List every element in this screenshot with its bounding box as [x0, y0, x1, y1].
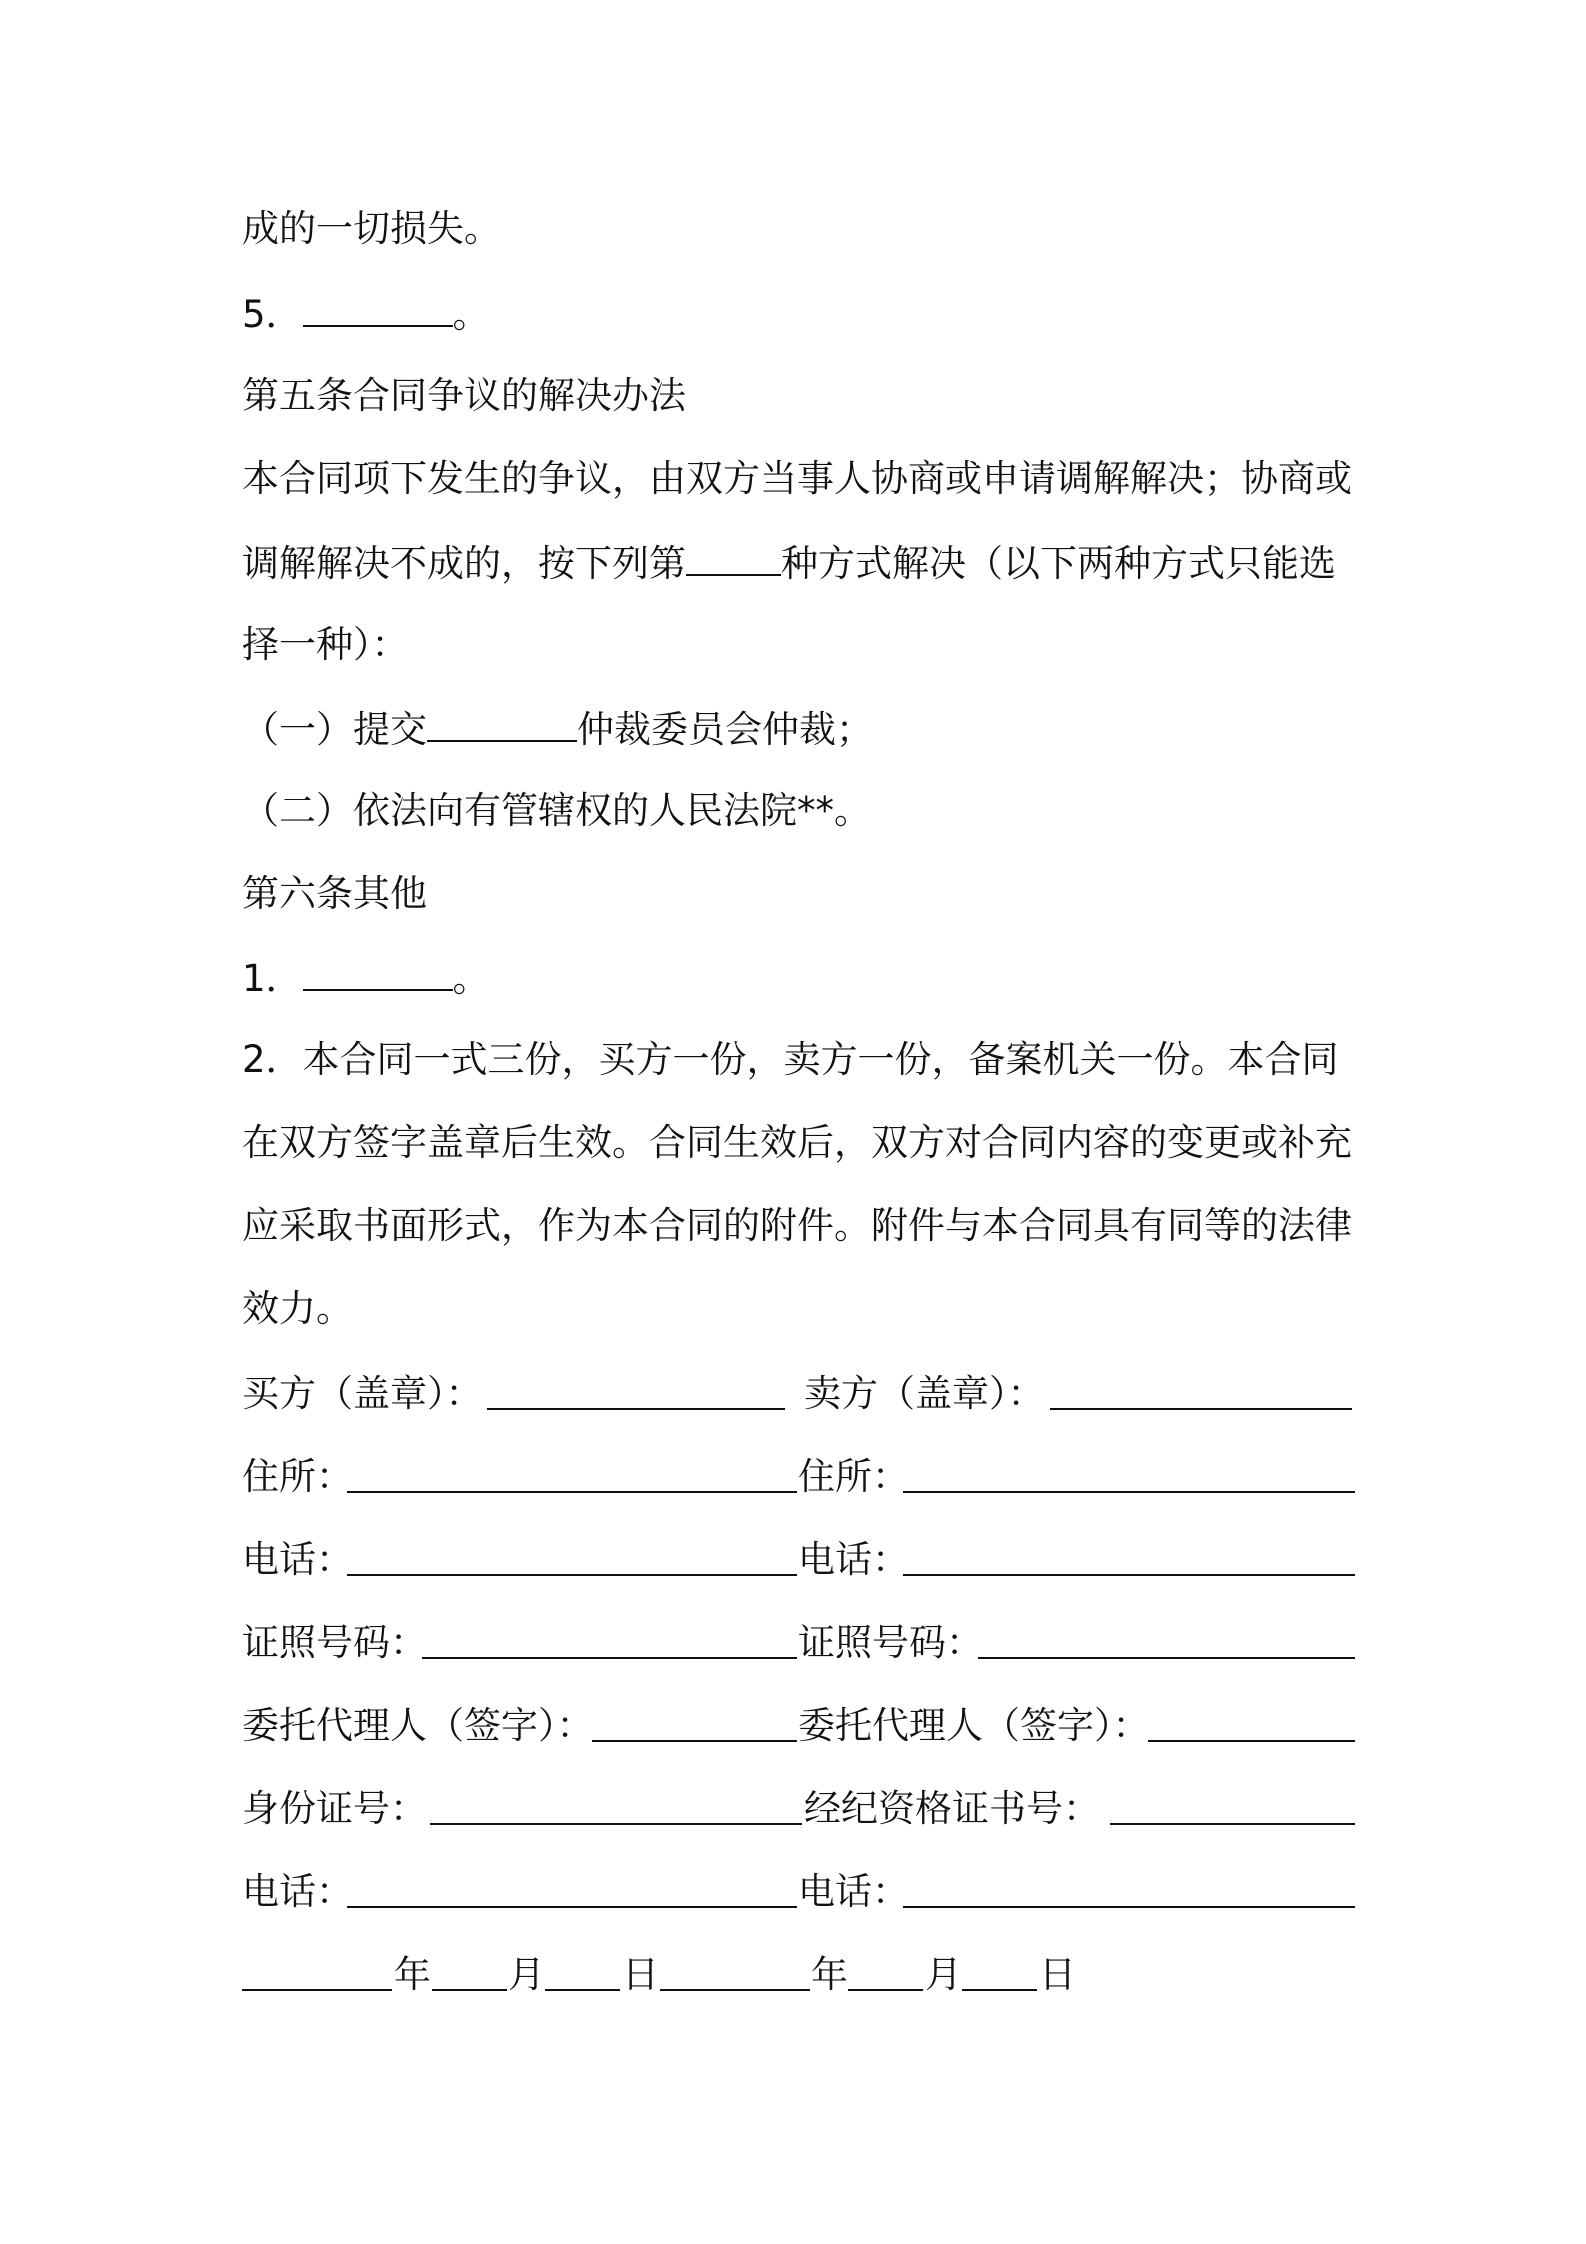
article-5-line-2-b: 种方式解决（以下两种方式只能选	[781, 542, 1336, 585]
signature-row-date	[242, 1953, 1357, 1997]
seller-day-blank[interactable]	[962, 1989, 1037, 1991]
item-5-end: 。	[452, 293, 490, 336]
article-6-title: 第六条其他	[242, 872, 427, 915]
seller-phone-blank[interactable]	[903, 1574, 1355, 1576]
signature-row-phone	[242, 1538, 1357, 1582]
signature-row-agent	[242, 1704, 1357, 1748]
seller-phone-2-label: 电话：	[798, 1870, 909, 1913]
buyer-agent-label: 委托代理人（签字）：	[242, 1704, 594, 1747]
buyer-id-label: 身份证号：	[242, 1787, 427, 1830]
signature-row-id	[242, 1787, 1357, 1831]
seller-cert-label: 经纪资格证书号：	[804, 1787, 1100, 1830]
buyer-phone-2-blank[interactable]	[347, 1906, 797, 1908]
signature-row-address	[242, 1455, 1357, 1499]
signature-row-seal	[242, 1372, 1357, 1416]
buyer-address-blank[interactable]	[347, 1491, 797, 1493]
seller-agent-label: 委托代理人（签字）：	[798, 1704, 1150, 1747]
option-1-b: 仲裁委员会仲裁；	[577, 708, 873, 751]
buyer-license-blank[interactable]	[422, 1657, 797, 1659]
seller-day-label: 日	[1039, 1953, 1076, 1996]
article-5-line-3: 择一种）：	[242, 623, 409, 666]
option-1-a: （一）提交	[242, 708, 427, 751]
item-2-line-4: 效力。	[242, 1287, 353, 1330]
seller-cert-blank[interactable]	[1110, 1823, 1355, 1825]
seller-agent-blank[interactable]	[1148, 1740, 1355, 1742]
seller-license-label: 证照号码：	[798, 1621, 983, 1664]
item-1-blank[interactable]	[303, 955, 453, 991]
seller-phone-2-blank[interactable]	[903, 1906, 1355, 1908]
seller-license-blank[interactable]	[978, 1657, 1355, 1659]
item-5	[242, 291, 490, 337]
buyer-day-blank[interactable]	[545, 1989, 620, 1991]
item-2-line-1: 2．本合同一式三份，买方一份，卖方一份，备案机关一份。本合同	[242, 1038, 1339, 1081]
signature-row-phone-2	[242, 1870, 1357, 1914]
option-2: （二）依法向有管辖权的人民法院**。	[242, 789, 871, 832]
item-5-number: 5．	[242, 293, 303, 336]
buyer-year-label: 年	[394, 1953, 431, 1996]
seller-address-blank[interactable]	[903, 1491, 1355, 1493]
buyer-seal-blank[interactable]	[487, 1408, 785, 1410]
paragraph-loss: 成的一切损失。	[242, 207, 501, 250]
buyer-year-blank[interactable]	[242, 1989, 392, 1991]
item-1-end: 。	[452, 957, 490, 1000]
buyer-month-blank[interactable]	[432, 1989, 507, 1991]
seller-seal-label: 卖方（盖章）：	[804, 1372, 1045, 1415]
article-5-line-2-a: 调解解决不成的，按下列第	[242, 542, 686, 585]
item-5-blank[interactable]	[303, 291, 453, 327]
buyer-phone-label: 电话：	[242, 1538, 353, 1581]
seller-year-blank[interactable]	[660, 1989, 810, 1991]
buyer-seal-label: 买方（盖章）：	[242, 1372, 483, 1415]
option-1	[242, 706, 873, 752]
item-1-number: 1．	[242, 957, 303, 1000]
seller-month-label: 月	[925, 1953, 962, 1996]
buyer-day-label: 日	[622, 1953, 659, 1996]
signature-row-license	[242, 1621, 1357, 1665]
article-5-line-1: 本合同项下发生的争议，由双方当事人协商或申请调解解决；协商或	[242, 457, 1352, 500]
buyer-phone-blank[interactable]	[347, 1574, 797, 1576]
article-5-title: 第五条合同争议的解决办法	[242, 374, 686, 417]
seller-seal-blank[interactable]	[1050, 1408, 1352, 1410]
seller-year-label: 年	[811, 1953, 848, 1996]
buyer-id-blank[interactable]	[430, 1823, 802, 1825]
seller-phone-label: 电话：	[798, 1538, 909, 1581]
article-5-line-2	[242, 540, 1336, 586]
buyer-phone-2-label: 电话：	[242, 1870, 353, 1913]
item-1	[242, 955, 490, 1001]
arbitration-committee-blank[interactable]	[427, 706, 577, 742]
seller-month-blank[interactable]	[848, 1989, 923, 1991]
seller-address-label: 住所：	[798, 1455, 909, 1498]
buyer-agent-blank[interactable]	[592, 1740, 797, 1742]
item-2-line-2: 在双方签字盖章后生效。合同生效后，双方对合同内容的变更或补充	[242, 1121, 1352, 1164]
buyer-license-label: 证照号码：	[242, 1621, 427, 1664]
method-choice-blank[interactable]	[686, 540, 781, 576]
buyer-address-label: 住所：	[242, 1455, 353, 1498]
item-2-line-3: 应采取书面形式，作为本合同的附件。附件与本合同具有同等的法律	[242, 1204, 1352, 1247]
buyer-month-label: 月	[508, 1953, 545, 1996]
